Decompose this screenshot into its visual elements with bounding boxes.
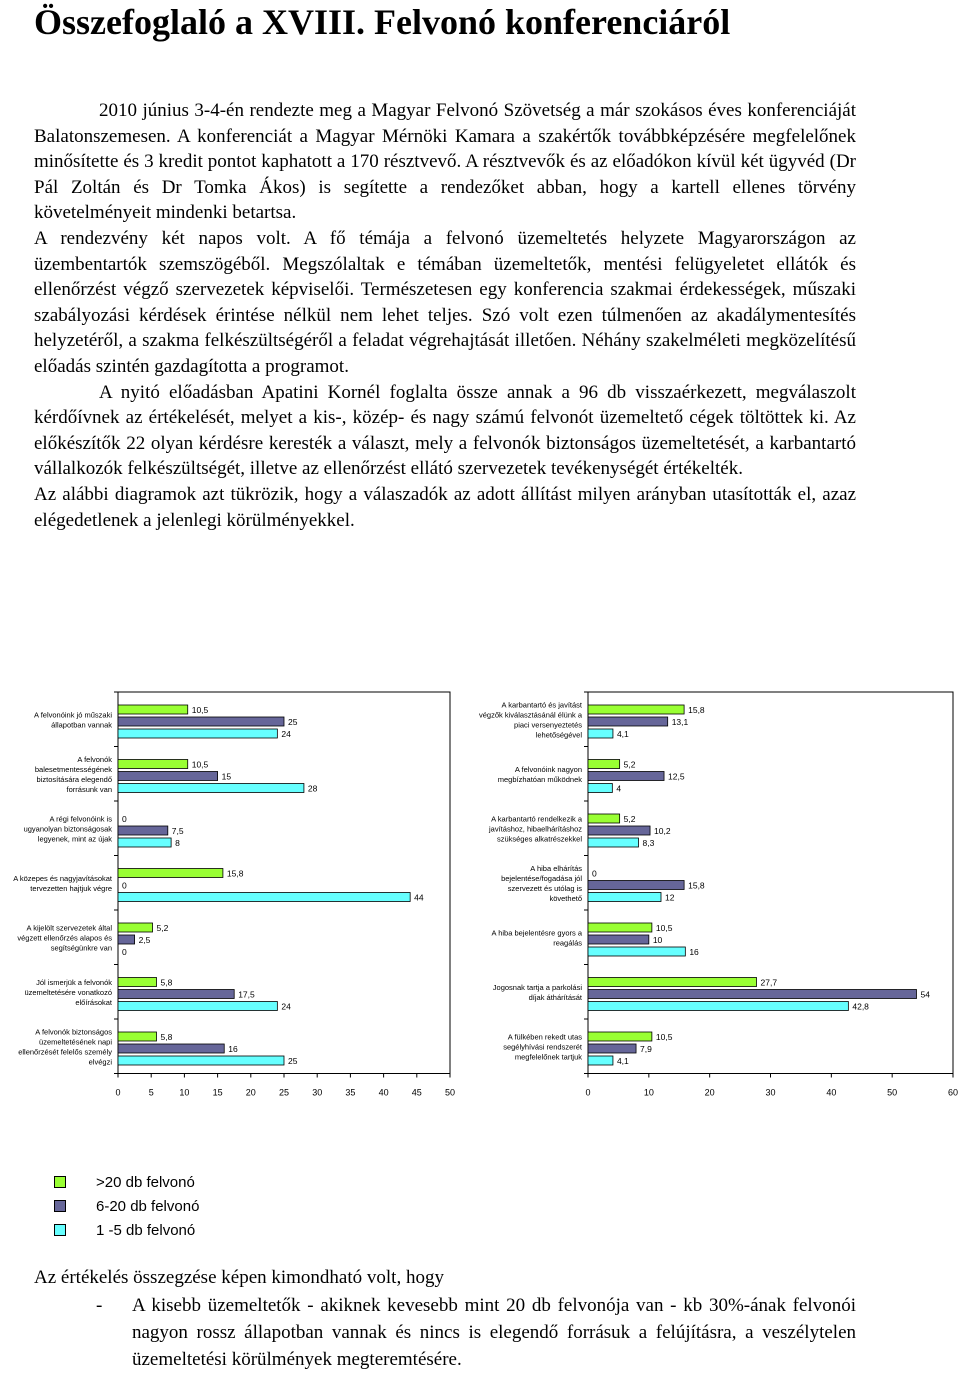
category-label: A hiba bejelentésre gyors a reagálás: [491, 928, 582, 948]
data-label: 10: [652, 935, 663, 945]
bar: [588, 760, 620, 769]
bullet-dash: -: [96, 1295, 103, 1316]
bar: [118, 978, 157, 987]
x-tick-label: 15: [212, 1087, 223, 1098]
category-label: A kijelölt szervezetek által végzett ellenőrzés alapos és segítségünkre van: [17, 923, 112, 953]
x-tick-label: 30: [765, 1087, 776, 1098]
bar: [118, 784, 304, 793]
data-label: 25: [288, 717, 298, 727]
bar: [588, 838, 638, 847]
legend-label-1: >20 db felvonó: [96, 1173, 195, 1191]
data-label: 4,1: [616, 1056, 629, 1066]
data-label: 0: [122, 814, 127, 824]
bar: [588, 1032, 652, 1041]
bar: [588, 893, 661, 902]
x-tick-label: 30: [312, 1087, 323, 1098]
bar: [588, 717, 668, 726]
x-tick-label: 5: [148, 1087, 154, 1098]
data-label: 15: [221, 771, 232, 782]
bar: [588, 814, 620, 823]
x-tick-label: 50: [444, 1087, 456, 1098]
category-label: A fülkében rekedt utas segélyhívási rendszerét megfelelőnek tartjuk: [503, 1032, 582, 1062]
bar: [588, 881, 684, 890]
data-label: 10,2: [654, 826, 671, 836]
data-label: 0: [122, 947, 127, 957]
data-label: 10,5: [655, 1032, 673, 1042]
bar: [588, 990, 917, 999]
x-tick-label: 40: [378, 1087, 389, 1098]
legend-swatch-3: [54, 1224, 66, 1236]
bar: [118, 990, 234, 999]
data-label: 4: [616, 783, 622, 794]
bar: [588, 978, 757, 987]
bar: [118, 893, 410, 902]
x-tick-label: 20: [245, 1087, 256, 1098]
x-tick-label: 20: [704, 1087, 715, 1098]
bar: [588, 935, 649, 944]
x-tick-label: 35: [345, 1087, 356, 1098]
data-label: 2,5: [138, 935, 151, 945]
bar: [588, 1056, 613, 1065]
category-label: A felvonók biztonságos üzemeltetésének napi ellenőrzését felelős személy elvégzi: [18, 1027, 112, 1067]
category-label: A hiba elhárítás bejelentése/fogadása jól szervezett és utólag is követhető: [501, 863, 582, 903]
paragraph-intro: [34, 98, 856, 533]
x-tick-label: 0: [585, 1087, 591, 1098]
category-label: A közepes és nagyjavításokat tervezetten hajtjuk végre: [13, 873, 112, 893]
data-label: 12,5: [668, 771, 685, 782]
data-label: 10,5: [191, 705, 209, 715]
data-label: 10,5: [655, 923, 673, 933]
legend-swatch-2: [54, 1200, 66, 1212]
data-label: 13,1: [671, 717, 689, 727]
bar: [588, 729, 613, 738]
legend-label-2: 6-20 db felvonó: [96, 1197, 200, 1215]
category-label: A karbantartó és javítást végzők kiválasztásánál élünk a piaci versenyeztetés lehetőségével: [479, 700, 582, 740]
data-label: 15,8: [226, 868, 244, 879]
data-label: 7,5: [171, 826, 184, 836]
x-tick-label: 10: [179, 1087, 190, 1098]
bar: [118, 1032, 157, 1041]
legend-item: [54, 1218, 199, 1242]
legend-item: [54, 1194, 199, 1218]
data-label: 4,1: [616, 729, 629, 739]
data-label: 28: [307, 783, 318, 794]
bar: [588, 772, 664, 781]
plot-area: [118, 692, 450, 1074]
data-label: 5,2: [156, 923, 169, 933]
data-label: 44: [414, 892, 424, 903]
bar: [588, 1044, 636, 1053]
chart-right: [470, 688, 960, 1103]
x-tick-label: 50: [887, 1087, 898, 1098]
x-tick-label: 60: [947, 1087, 959, 1098]
data-label: 5,2: [623, 759, 636, 770]
chart-legend: [54, 1170, 199, 1242]
data-label: 0: [592, 868, 597, 879]
data-label: 25: [288, 1056, 298, 1066]
data-label: 8: [175, 838, 180, 848]
x-tick-label: 0: [115, 1087, 121, 1098]
data-label: 5,8: [160, 1032, 173, 1042]
bar: [118, 826, 168, 835]
data-label: 54: [920, 989, 930, 1000]
category-label: A karbantartó rendelkezik a javításhoz, hibaelhárításhoz szükséges alkatrészekkel: [489, 814, 582, 844]
data-label: 42,8: [852, 1001, 869, 1012]
bar: [118, 923, 153, 932]
bar: [588, 947, 685, 956]
data-label: 16: [228, 1044, 238, 1054]
data-label: 15,8: [688, 705, 705, 715]
page-title: Összefoglaló a XVIII. Felvonó konferenciáról: [34, 2, 731, 42]
x-tick-label: 25: [278, 1087, 290, 1098]
paragraph-1: 2010 június 3-4-én rendezte meg a Magyar Felvonó Szövetség a már szokásos éves konferenciáját Balatonszemesen. A konferenciát a Magyar Mérnöki Kamara a szakértők továbbképzésére megfelelőnek minősítette és 3 kredit pontot kaphatott a 170 résztvevő. A résztvevők és az előadókon kívül két ügyvéd (Dr Pál Zoltán és Dr Tomka Ákos) is segítette a rendezőket abban, hogy a kartell ellenes törvény követelményeit mindenki betartsa.: [34, 100, 856, 224]
data-label: 17,5: [238, 989, 255, 1000]
bar: [118, 705, 188, 714]
legend-item: [54, 1170, 199, 1194]
data-label: 27,7: [760, 977, 778, 988]
data-label: 5,8: [160, 977, 173, 988]
chart-left-svg: [0, 688, 470, 1098]
bar: [588, 784, 612, 793]
x-tick-label: 45: [411, 1087, 422, 1098]
data-label: 5,2: [623, 814, 636, 824]
category-label: A felvonóink jó műszaki állapotban vannak: [34, 710, 112, 730]
bar: [588, 923, 652, 932]
data-label: 0: [122, 880, 127, 891]
paragraph-4: Az alábbi diagramok azt tükrözik, hogy a válaszadók az adott állítást milyen arányban utasították el, azaz elégedetlenek a jelenlegi körülményekkel.: [34, 483, 856, 531]
bar: [118, 1056, 284, 1065]
data-label: 24: [281, 1001, 291, 1012]
chart-right-svg: [470, 688, 960, 1098]
bar: [118, 760, 188, 769]
bar: [118, 869, 223, 878]
bar: [118, 729, 277, 738]
data-label: 7,9: [640, 1044, 652, 1054]
summary-text: Az értékelés összegzése képen kimondható volt, hogy: [34, 1267, 444, 1288]
bar: [588, 705, 684, 714]
x-tick-label: 10: [643, 1087, 654, 1098]
data-label: 10,5: [191, 759, 209, 770]
data-label: 8,3: [642, 838, 655, 848]
bullet-text: A kisebb üzemeltetők - akiknek kevesebb mint 20 db felvonója van - kb 30%-ának felvonói nagyon rossz állapotban vannak és nincs is elegendő forrásuk a felújításra, a veszélytelen üzemeltetési körülmények megteremtésére.: [132, 1295, 856, 1370]
data-label: 15,8: [688, 880, 705, 891]
chart-left: [0, 688, 470, 1103]
bar: [118, 1002, 277, 1011]
bar: [118, 717, 284, 726]
bar: [588, 1002, 848, 1011]
bar: [118, 935, 135, 944]
paragraph-3: A nyitó előadásban Apatini Kornél foglalta össze annak a 96 db visszaérkezett, megválaszolt kérdőívnek az értékelését, melyet a kis-, közép- és nagy számú felvonót üzemeltető cégek töltöttek ki. Az előkészítők 22 olyan kérdésre keresték a választ, mely a felvonók biztonságos üzemeltetését, a karbantartó vállalkozók felkészültségét, illetve az ellenőrzést ellátó szervezetek tevékenységét értékelték.: [34, 381, 856, 480]
data-label: 16: [689, 947, 699, 957]
category-label: A régi felvonóink is ugyanolyan biztonságosak legyenek, mint az újak: [23, 814, 112, 844]
paragraph-2: A rendezvény két napos volt. A fő témája a felvonó üzemeltetés helyzete Magyarországon az üzembentartók szemszögéből. Megszólaltak e témában üzemeltetők, mentési felügyeletet ellátók és ellenőrzést végző szervezetek képviselői. Természetesen egy konferencia szakmai érdekességek, műszaki szabályozási kérdések érintése nélkül nem lehet teljes. Szó volt ezen túlmenően az akadálymentesítés helyzetéről, a szakma felkészültségéről a feladat végrehajtását illetően. Néhány szakelméleti megközelítésű előadás szintén gazdagította a programot.: [34, 227, 856, 377]
legend-label-3: 1 -5 db felvonó: [96, 1221, 196, 1239]
bar: [118, 838, 171, 847]
category-label: A felvonóink nagyon megbízhatóan működnek: [497, 764, 582, 784]
legend-swatch-1: [54, 1176, 66, 1188]
category-label: Jogosnak tartja a parkolási díjak áthárítását: [492, 982, 582, 1002]
category-label: Jól ismerjük a felvonók üzemeltetésére vonatkozó előírásokat: [24, 977, 112, 1007]
bar: [588, 826, 650, 835]
category-label: A felvonók balesetmentességének biztosítására elegendő forrásunk van: [34, 754, 112, 794]
bar: [118, 1044, 224, 1053]
x-tick-label: 40: [826, 1087, 837, 1098]
data-label: 12: [665, 892, 675, 903]
data-label: 24: [281, 729, 291, 739]
bar: [118, 772, 218, 781]
